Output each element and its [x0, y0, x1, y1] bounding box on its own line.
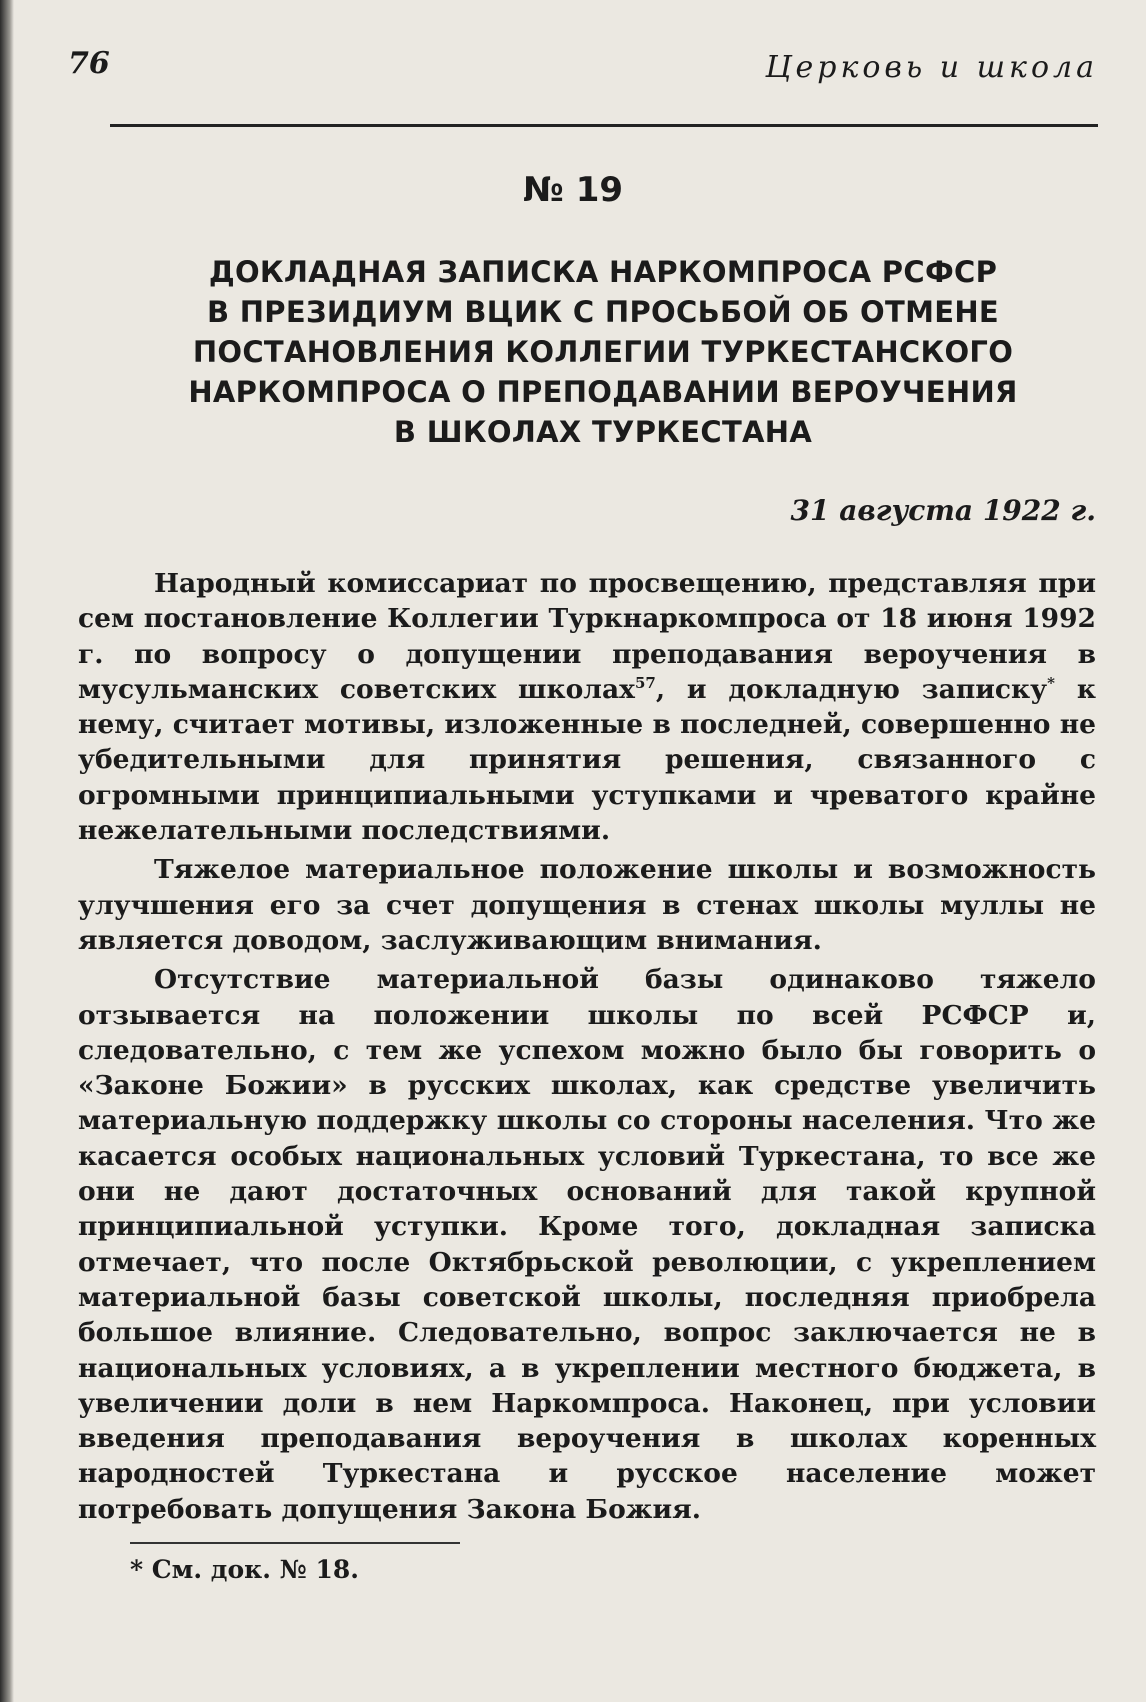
title-line: НАРКОМПРОСА О ПРЕПОДАВАНИИ ВЕРОУЧЕНИЯ	[188, 375, 1018, 409]
footnote-marker: *	[1047, 674, 1055, 693]
title-line: В ШКОЛАХ ТУРКЕСТАНА	[393, 415, 813, 449]
running-title: Церковь и школа	[765, 50, 1098, 85]
note-reference: 57	[634, 674, 656, 693]
page-header	[68, 40, 1098, 90]
document-title	[150, 252, 1056, 452]
paragraph-1-text: , и докладную записку	[655, 673, 1048, 705]
paragraph-2: Тяжелое материальное положение школы и возможность улучшения его за счет допущения в стенах школы муллы не является доводом, заслуживающим внимания.	[78, 854, 1096, 956]
page-number: 76	[68, 46, 110, 81]
document-body	[78, 566, 1096, 1527]
document-date: 31 августа 1922 г.	[790, 494, 1096, 527]
title-line: ПОСТАНОВЛЕНИЯ КОЛЛЕГИИ ТУРКЕСТАНСКОГО	[192, 335, 1014, 369]
page-binding-shadow	[0, 0, 14, 1702]
title-line: ДОКЛАДНАЯ ЗАПИСКА НАРКОМПРОСА РСФСР	[208, 255, 998, 289]
header-divider	[110, 124, 1098, 127]
footnote: * См. док. № 18.	[130, 1555, 359, 1584]
document-number: № 19	[522, 170, 624, 210]
paragraph-1	[78, 566, 1096, 848]
title-line: В ПРЕЗИДИУМ ВЦИК С ПРОСЬБОЙ ОБ ОТМЕНЕ	[206, 295, 1000, 329]
paragraph-1-text: Народный комиссариат по просвещению, представляя при сем постановление Коллегии Туркнаркомпроса от 18 июня 1992 г. по вопросу о допущении преподавания вероучения в мусульманских советских школах	[78, 568, 1096, 705]
paragraph-1-text: к нему, считает мотивы, изложенные в последней, совершенно не убедительными для принятия решения, связанного с огромными принципиальными уступками и чреватого крайне нежелательными последствиями.	[78, 673, 1096, 847]
paragraph-3: Отсутствие материальной базы одинаково тяжело отзывается на положении школы по всей РСФСР и, следовательно, с тем же успехом можно было бы говорить о «Законе Божии» в русских школах, как средстве увеличить материальную поддержку школы со стороны населения. Что же касается особых национальных условий Туркестана, то все же они не дают достаточных оснований для такой крупной принципиальной уступки. Кроме того, докладная записка отмечает, что после Октябрьской революции, с укреплением материальной базы советской школы, последняя приобрела большое влияние. Следовательно, вопрос заключается не в национальных условиях, а в укреплении местного бюджета, в увеличении доли в нем Наркомпроса. Наконец, при условии введения преподавания вероучения в школах коренных народностей Туркестана и русское население может потребовать допущения Закона Божия.	[78, 964, 1096, 1525]
footnote-divider	[130, 1542, 460, 1544]
